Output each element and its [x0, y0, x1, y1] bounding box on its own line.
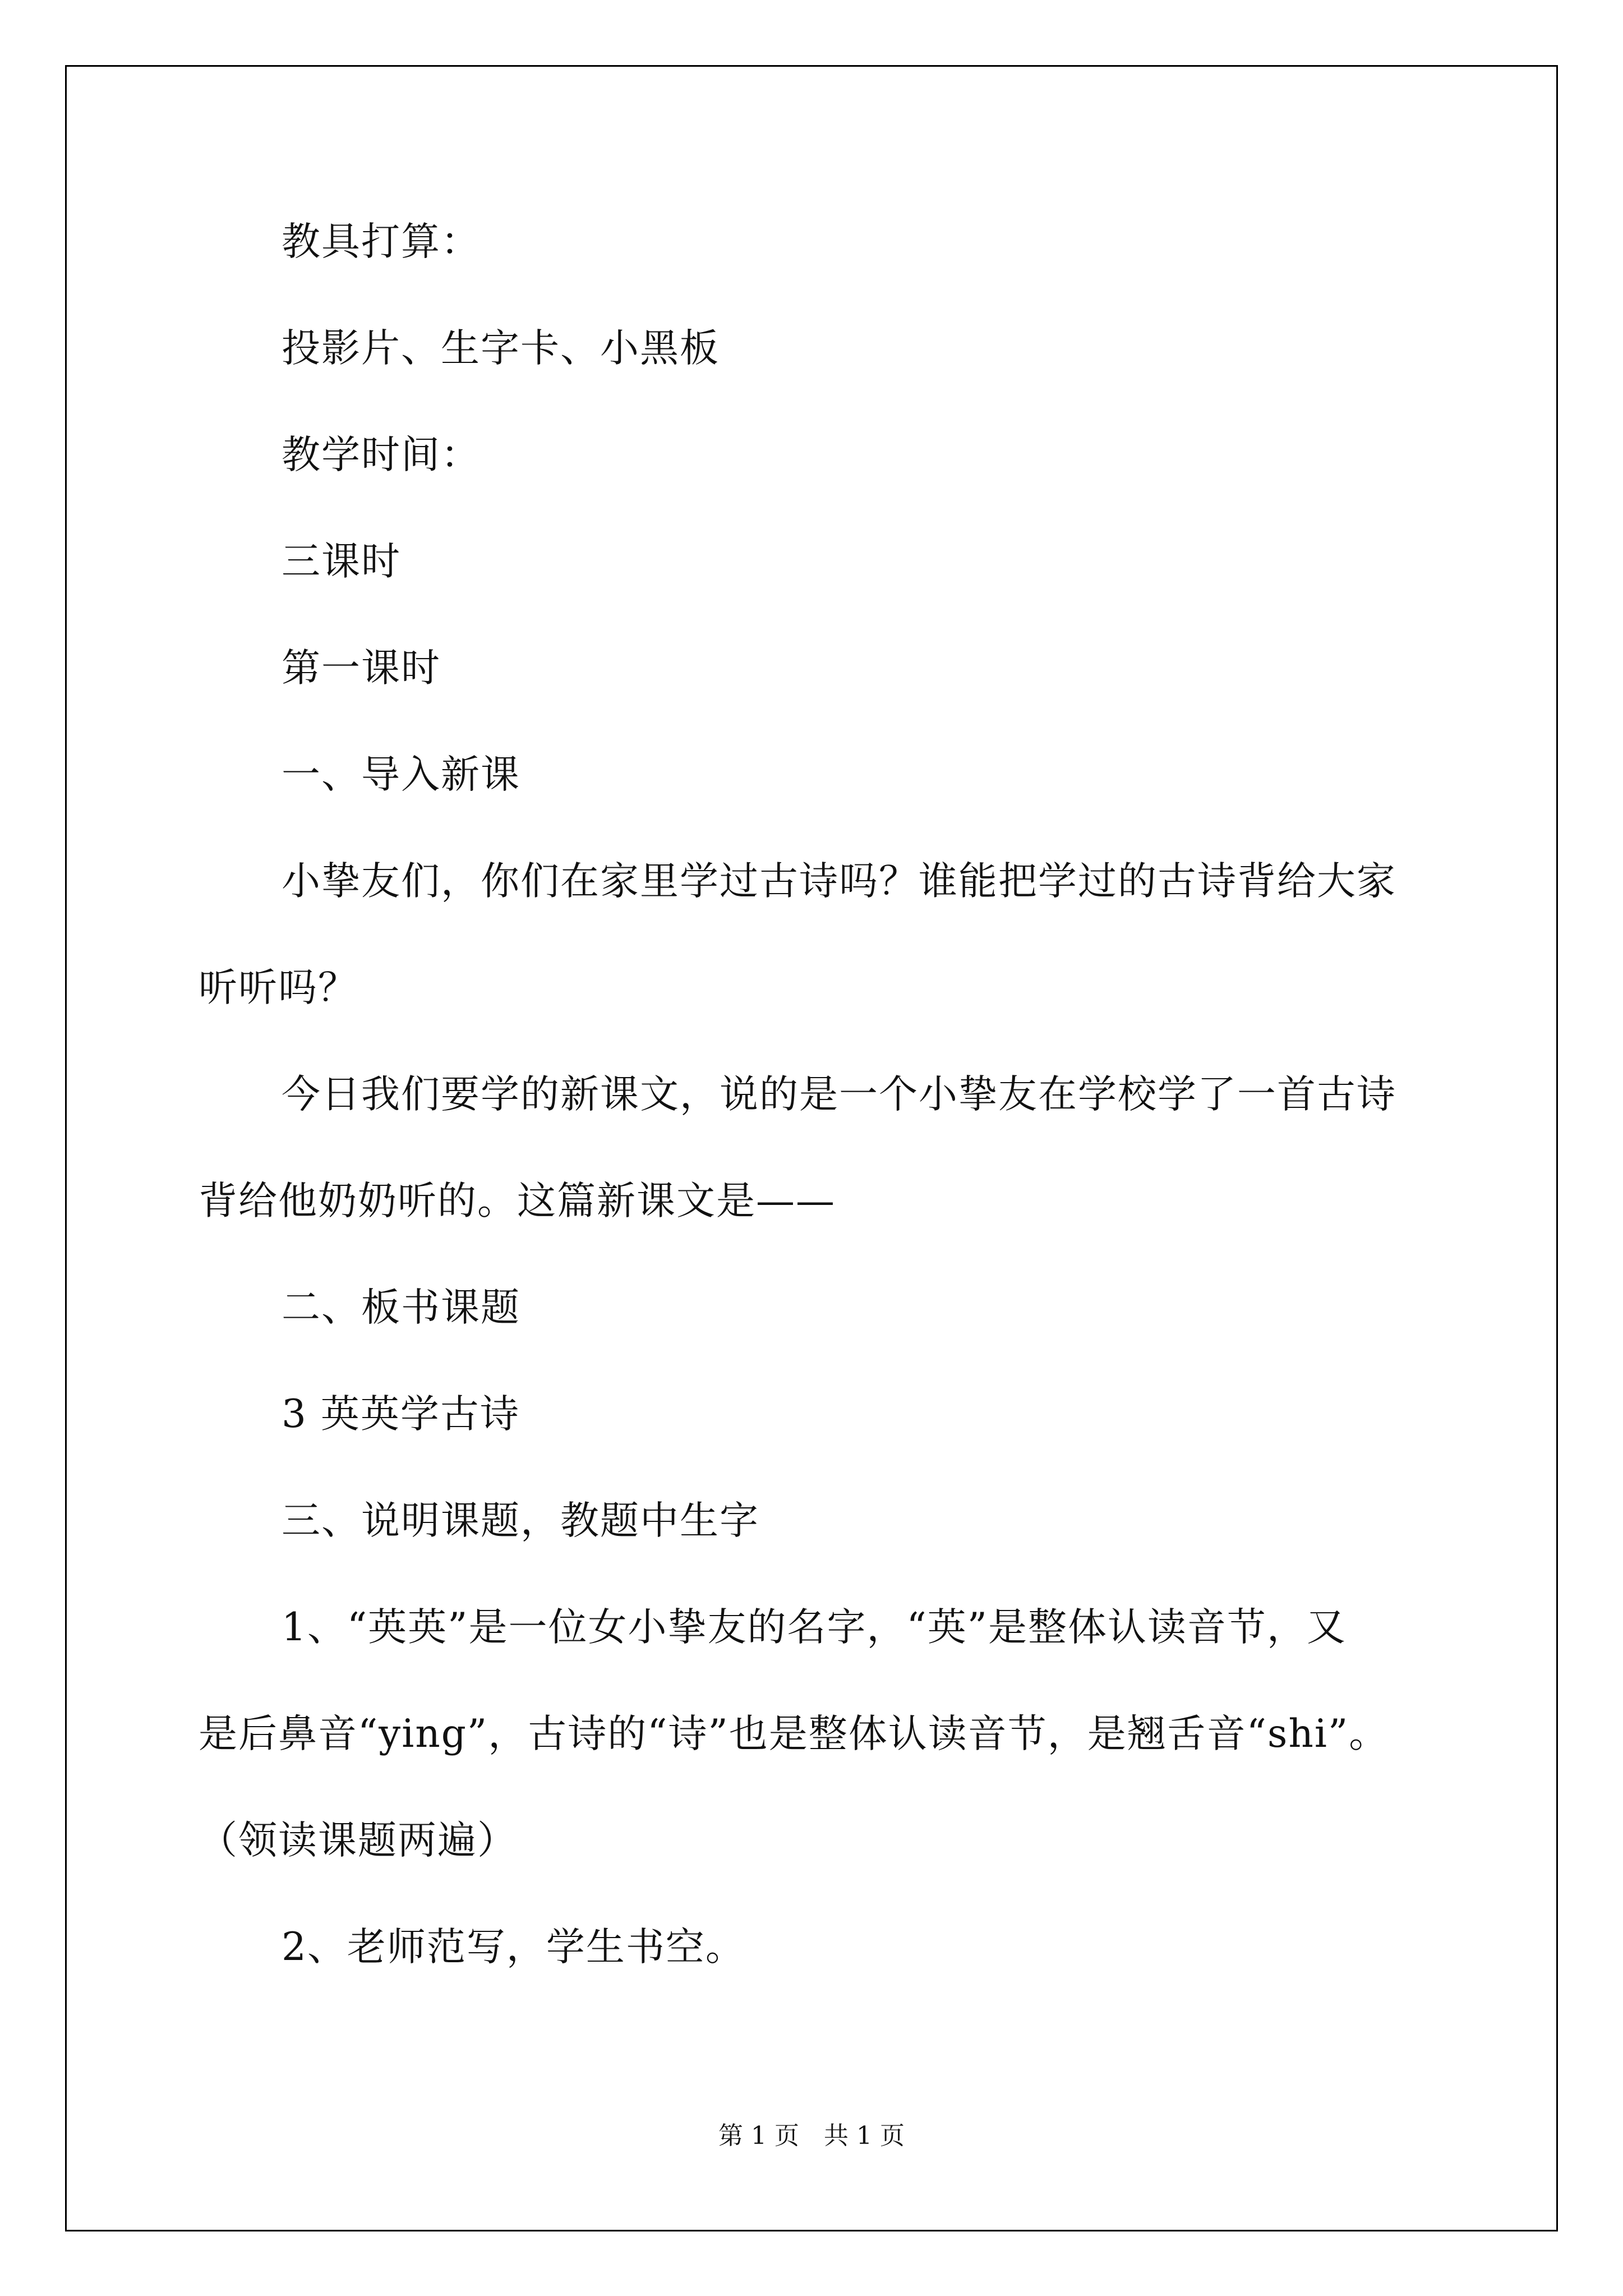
- paragraph: 2、老师范写，学生书空。: [282, 1925, 745, 1970]
- paragraph-continuation: 背给他奶奶听的。这篇新课文是——: [199, 1179, 836, 1223]
- paragraph: 投影片、生字卡、小黑板: [282, 326, 720, 371]
- paragraph: 小挚友们，你们在家里学过古诗吗？谁能把学过的古诗背给大家: [282, 859, 1396, 904]
- paragraph: 一、导入新课: [282, 752, 520, 797]
- paragraph: 教具打算：: [282, 219, 481, 264]
- paragraph: 3 英英学古诗: [282, 1392, 520, 1437]
- paragraph: 1、“英英”是一位女小挚友的名字，“英”是整体认读音节，又: [282, 1605, 1347, 1650]
- paragraph-continuation: （领读课题两遍）: [199, 1818, 517, 1863]
- paragraph-continuation: 听听吗？: [199, 965, 358, 1010]
- page-number-current: 第 1 页: [718, 2122, 799, 2150]
- paragraph: 三、说明课题，教题中生字: [282, 1498, 759, 1543]
- page-border: [65, 65, 1558, 2231]
- page-footer: [0, 2115, 1623, 2151]
- page-number-total: 共 1 页: [824, 2122, 905, 2150]
- paragraph: 二、板书课题: [282, 1285, 520, 1330]
- paragraph: 第一课时: [282, 646, 441, 691]
- paragraph: 今日我们要学的新课文，说的是一个小挚友在学校学了一首古诗: [282, 1072, 1396, 1117]
- paragraph: 三课时: [282, 539, 401, 584]
- paragraph: 教学时间：: [282, 432, 481, 477]
- paragraph-continuation: 是后鼻音“ying”，古诗的“诗”也是整体认读音节，是翘舌音“shi”。: [199, 1711, 1389, 1756]
